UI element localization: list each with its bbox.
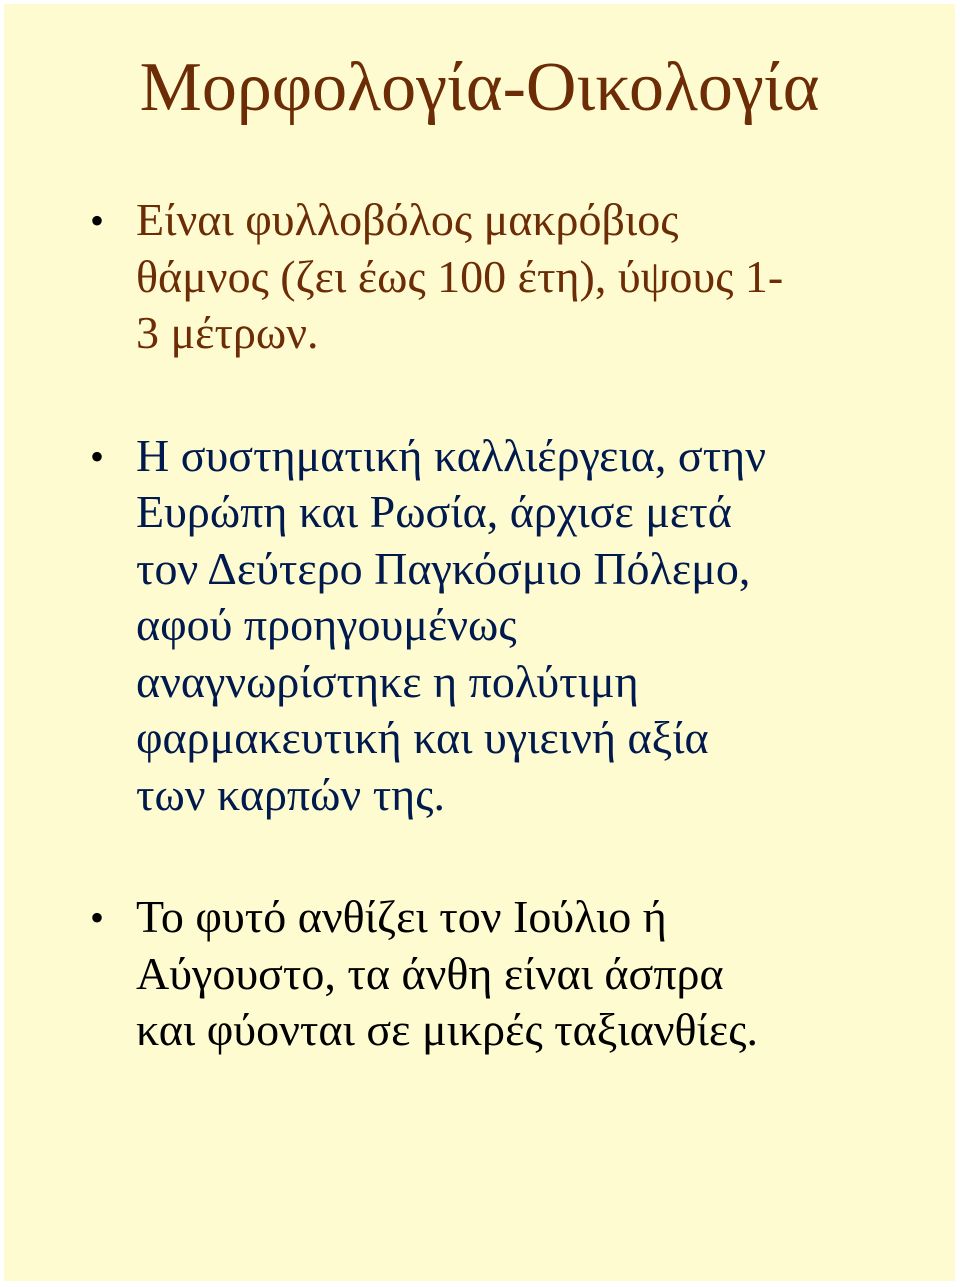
bullet-item-cultivation [4,428,783,824]
slide-title: Μορφολογία-Οικολογία [139,49,820,126]
bullet-line: Αύγουστο, τα άνθη είναι άσπρα [136,947,724,999]
bullet-line: των καρπών της. [136,768,445,820]
bullet-dot-icon: • [90,198,105,243]
bullet-line: θάμνος (ζει έως 100 έτη), ύψους 1- [136,250,784,302]
bullet-line: Το φυτό ανθίζει τον Ιούλιο ή [136,891,667,942]
bullet-dot-icon: • [90,433,105,479]
bullet-item-flowering [4,889,783,1059]
bullet-line: και φύονται σε μικρές ταξιανθίες. [136,1004,758,1055]
bullet-line: Η συστηματική καλλιέργεια, στην [136,429,767,481]
bullet-line: Είναι φυλλοβόλος μακρόβιος [136,194,679,245]
bullet-line: αφού προηγουμένως [136,599,517,650]
bullet-line: 3 μέτρων. [136,307,319,358]
bullet-line: Ευρώπη και Ρωσία, άρχισε μετά [136,486,732,537]
bullet-line: φαρμακευτική και υγιεινή αξία [136,712,709,763]
bullet-item-description [4,192,783,362]
slide [4,4,955,1281]
bullet-line: τον Δεύτερο Παγκόσμιο Πόλεμο, [136,542,751,594]
bullet-dot-icon: • [90,895,105,940]
bullet-line: αναγνωρίστηκε η πολύτιμη [136,655,639,707]
bullet-list [4,192,783,1059]
